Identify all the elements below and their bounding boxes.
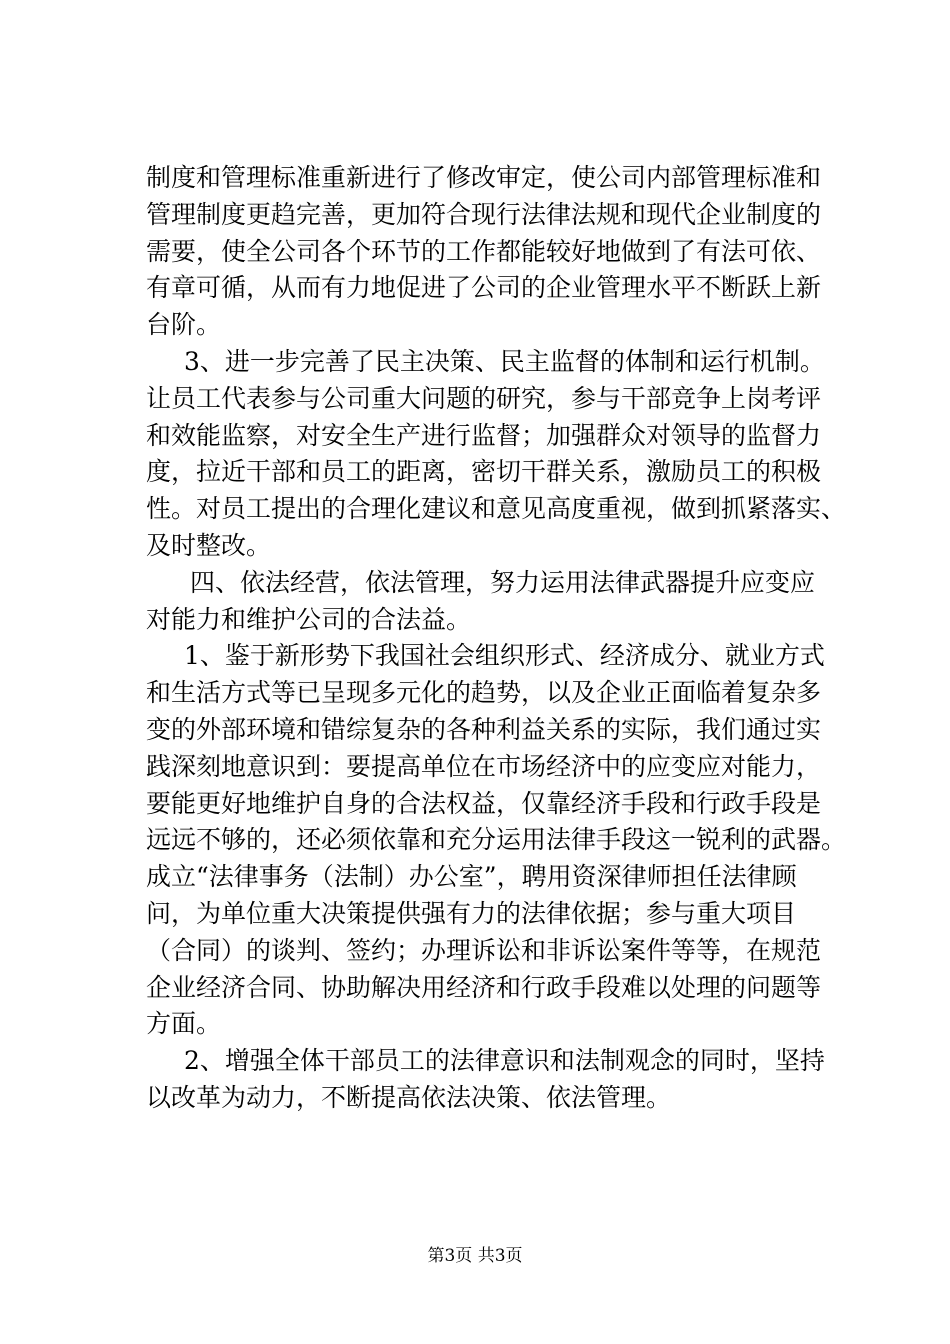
text-line: 变的外部环境和错综复杂的各种利益关系的实际，我们通过实 (146, 714, 822, 744)
text-line: 成立“法律事务（法制）办公室”，聘用资深律师担任法律顾 (146, 862, 797, 892)
text-line: 有章可循，从而有力地促进了公司的企业管理水平不断跃上新 (146, 273, 822, 303)
text-line: 要能更好地维护自身的合法权益，仅靠经济手段和行政手段是 (146, 788, 822, 818)
page-number-footer: 第3页 共3页 (427, 1246, 523, 1266)
text-line: 度，拉近干部和员工的距离，密切干群关系，激励员工的积极 (146, 457, 822, 487)
text-line: 需要，使全公司各个环节的工作都能较好地做到了有法可依、 (146, 236, 822, 266)
document-body (146, 160, 847, 1117)
text-line: 让员工代表参与公司重大问题的研究，参与干部竞争上岗考评 (146, 383, 822, 413)
text-line: 性。对员工提出的合理化建议和意见高度重视，做到抓紧落实、 (146, 494, 847, 524)
paragraph-start-line: 2、增强全体干部员工的法律意识和法制观念的同时，坚持 (184, 1046, 825, 1076)
text-line: 及时整改。 (146, 530, 272, 560)
text-line: 制度和管理标准重新进行了修改审定，使公司内部管理标准和 (146, 163, 822, 192)
text-line: 和效能监察，对安全生产进行监督；加强群众对领导的监督力 (146, 420, 822, 450)
text-line: 对能力和维护公司的合法益。 (146, 604, 472, 634)
text-line: 方面。 (146, 1009, 222, 1039)
text-line: （合同）的谈判、签约；办理诉讼和非诉讼案件等等，在规范 (146, 935, 822, 965)
text-line: 和生活方式等已呈现多元化的趋势，以及企业正面临着复杂多 (146, 678, 822, 708)
paragraph-start-line: 1、鉴于新形势下我国社会组织形式、经济成分、就业方式 (184, 641, 825, 671)
paragraph-start-line: 3、进一步完善了民主决策、民主监督的体制和运行机制。 (184, 346, 825, 376)
text-line: 管理制度更趋完善，更加符合现行法律法规和现代企业制度的 (146, 199, 822, 229)
text-line: 以改革为动力，不断提高依法决策、依法管理。 (146, 1082, 672, 1112)
text-line: 践深刻地意识到：要提高单位在市场经济中的应变应对能力， (146, 751, 822, 781)
section-heading-line: 四、依法经营，依法管理，努力运用法律武器提升应变应 (190, 567, 816, 597)
text-line: 远远不够的，还必须依靠和充分运用法律手段这一锐利的武器。 (146, 825, 847, 855)
text-line: 台阶。 (146, 310, 222, 340)
text-line: 问，为单位重大决策提供强有力的法律依据；参与重大项目 (146, 898, 797, 928)
text-line: 企业经济合同、协助解决用经济和行政手段难以处理的问题等 (146, 972, 822, 1002)
